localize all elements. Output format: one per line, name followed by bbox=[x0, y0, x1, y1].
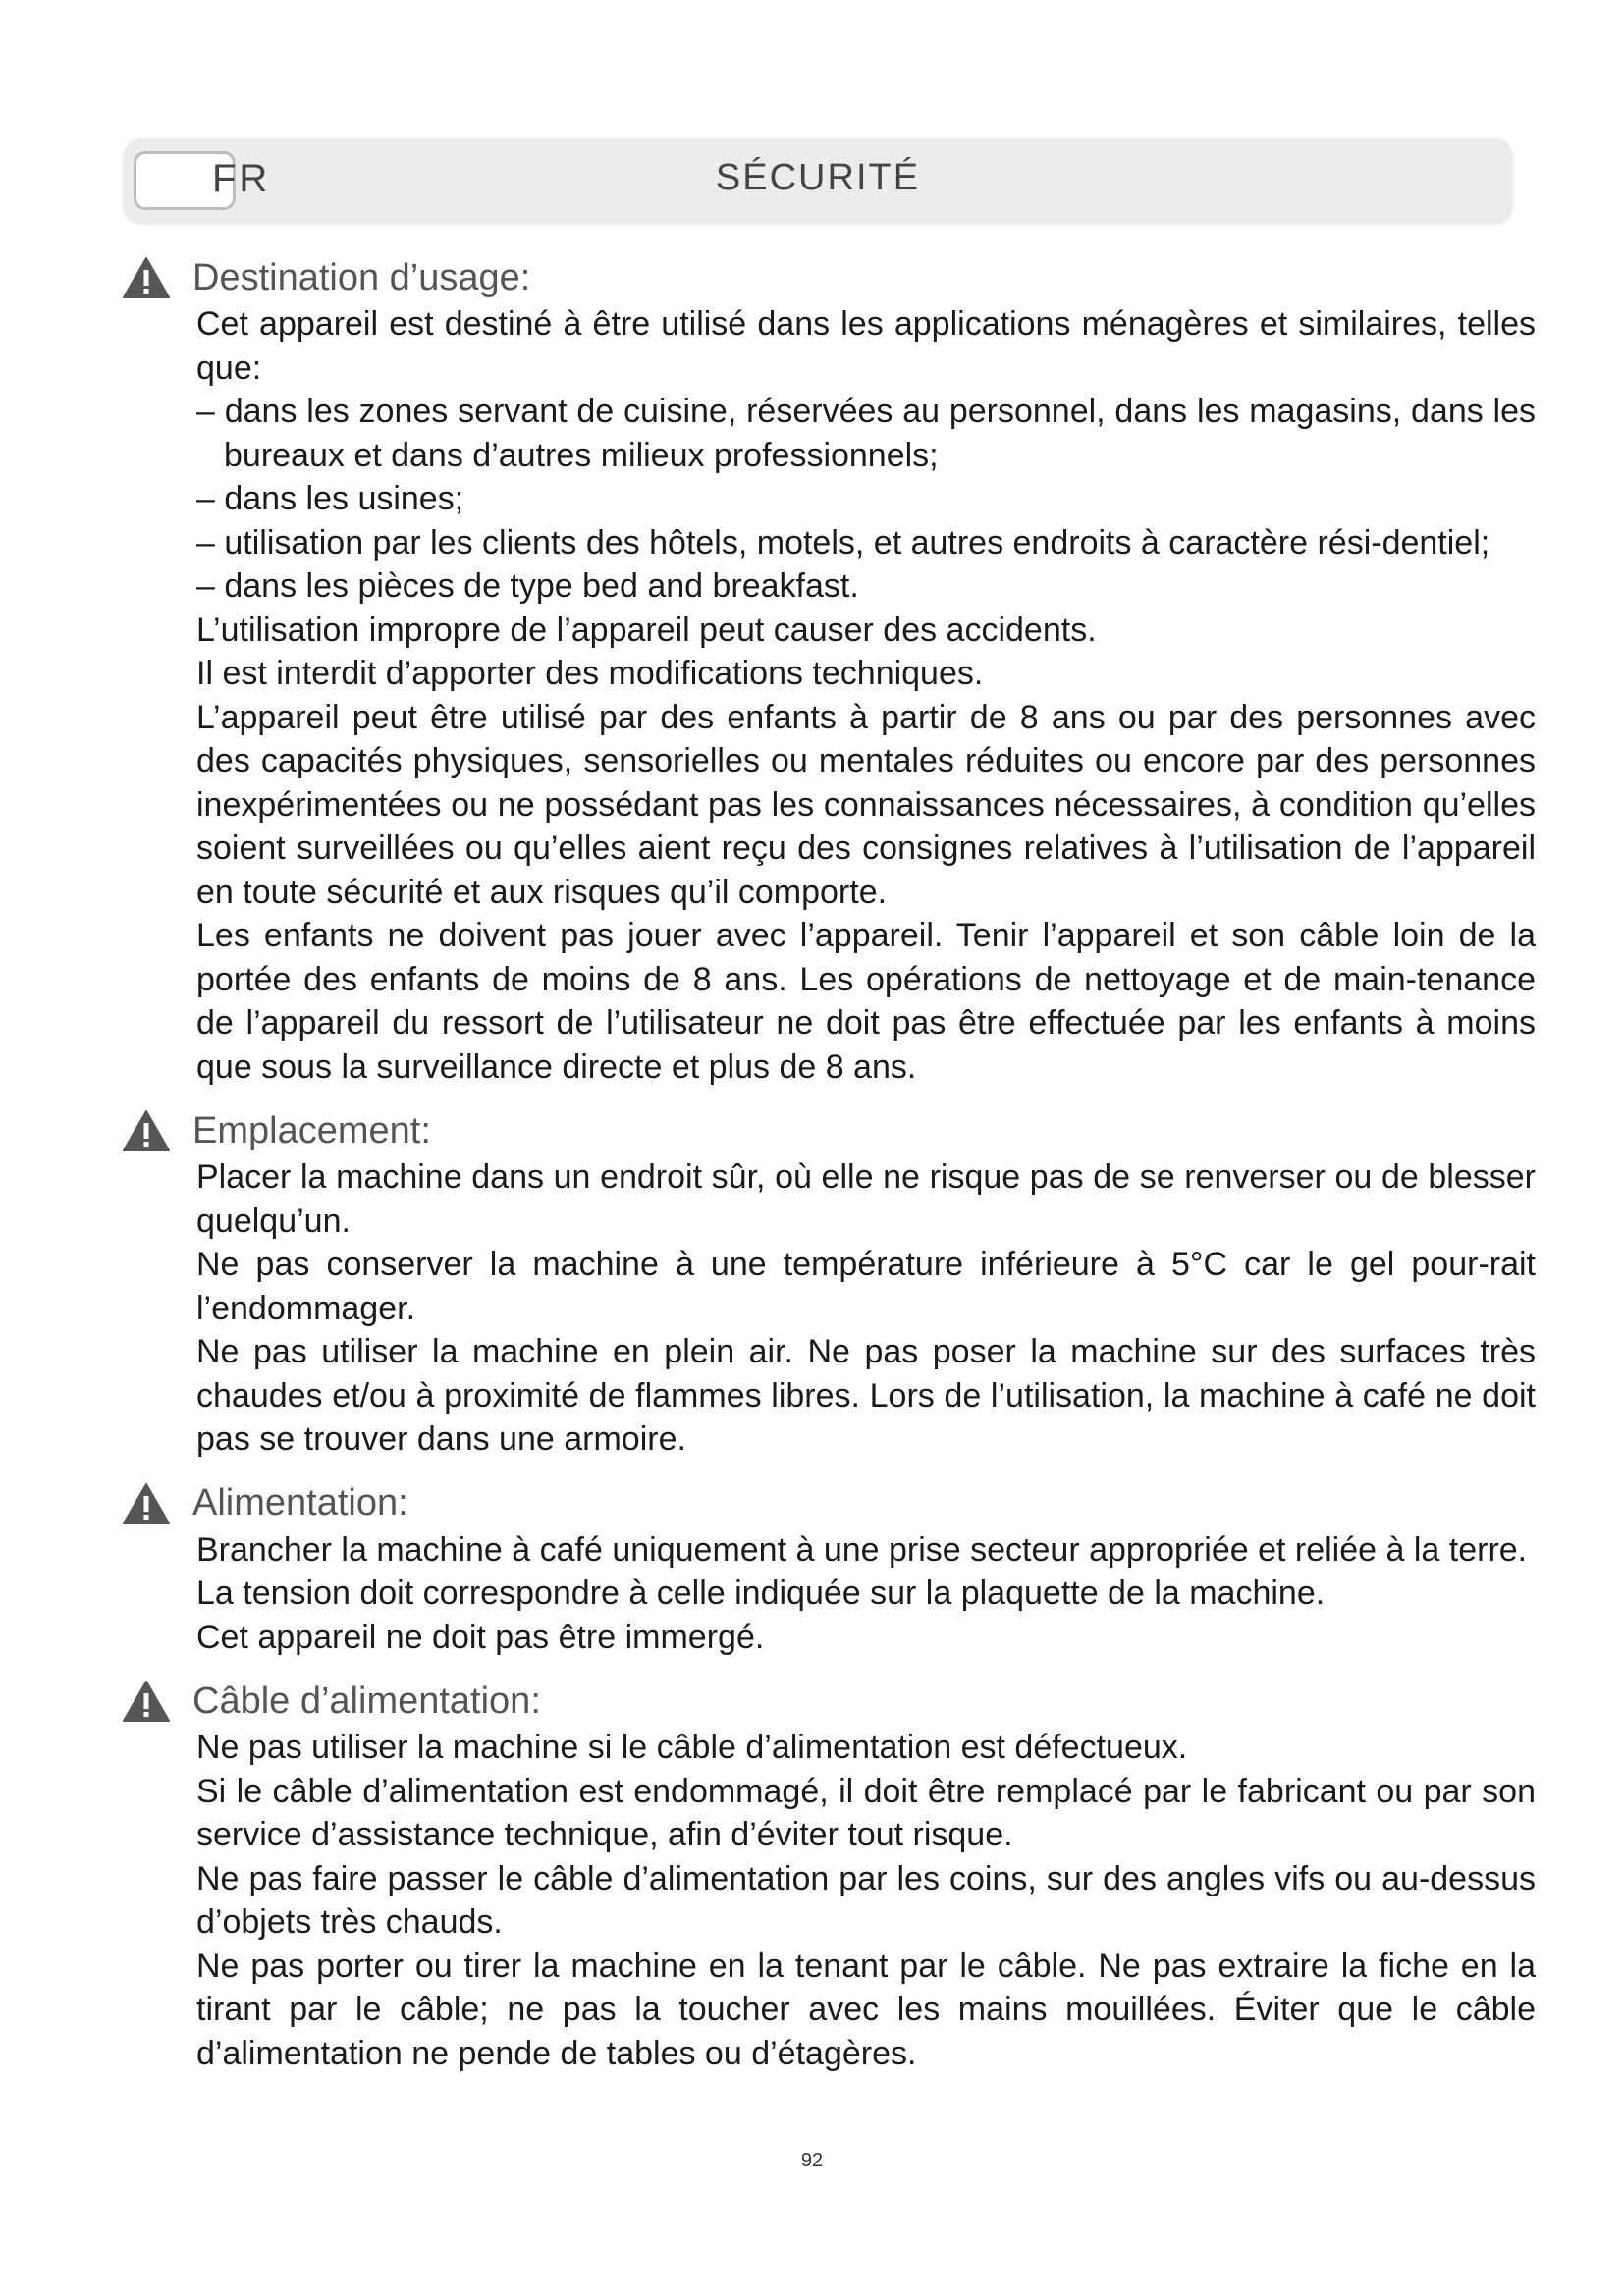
warning-icon bbox=[122, 1680, 171, 1723]
section-power-supply bbox=[122, 1479, 1536, 1660]
paragraph: Les enfants ne doivent pas jouer avec l’appareil. Tenir l’appareil et son câble loin de la portée des enfants de moins de 8 ans. Les opérations de nettoyage et de main-tenance de l’appareil du ressort de l’utilisateur ne doit pas être effectuée par les enfants à moins que sous la surveillance directe et plus de 8 ans. bbox=[196, 917, 1536, 1086]
paragraph: Si le câble d’alimentation est endommagé, il doit être remplacé par le fabricant ou par son service d’assistance technique, afin d’éviter tout risque. bbox=[196, 1772, 1536, 1853]
paragraph: Ne pas utiliser la machine en plein air. Ne pas poser la machine sur des surfaces très chaudes et/ou à proximité de flammes libres. Lors de l’utilisation, la machine à café ne doit pas se trouver dans une armoire. bbox=[196, 1333, 1536, 1458]
section-intended-use bbox=[122, 253, 1536, 1089]
paragraph: Cet appareil est destiné à être utilisé dans les applications ménagères et similaires, telles que: bbox=[196, 305, 1536, 387]
paragraph: Ne pas faire passer le câble d’alimentation par les coins, sur des angles vifs ou au-dessus d’objets très chauds. bbox=[196, 1859, 1536, 1941]
paragraph: Ne pas porter ou tirer la machine en la tenant par le câble. Ne pas extraire la fiche en la tirant par le câble; ne pas la toucher avec les mains mouillées. Éviter que le câble d’alimentation ne pende de tables ou d’étagères. bbox=[196, 1947, 1536, 2072]
paragraph: L’appareil peut être utilisé par des enfants à partir de 8 ans ou par des personnes avec des capacités physiques, sensorielles ou mentales réduites ou encore par des personnes inexpérimentées ou ne possédant pas les connaissances nécessaires, à condition qu’elles soient surveillées ou qu’elles aient reçu des consignes relatives à l’utilisation de l’appareil en toute sécurité et aux risques qu’il comporte. bbox=[196, 698, 1536, 911]
paragraph: Ne pas utiliser la machine si le câble d’alimentation est défectueux. bbox=[196, 1729, 1188, 1766]
language-code: FR bbox=[212, 157, 271, 200]
section-heading: Destination d’usage: bbox=[192, 256, 531, 298]
paragraph: Ne pas conserver la machine à une température inférieure à 5°C car le gel pour-rait l’endommager. bbox=[196, 1246, 1536, 1327]
section-heading: Alimentation: bbox=[192, 1482, 408, 1523]
warning-icon bbox=[122, 1109, 171, 1152]
paragraph: Brancher la machine à café uniquement à une prise secteur appropriée et reliée à la terre. bbox=[196, 1530, 1528, 1569]
section-placement bbox=[122, 1106, 1536, 1462]
warning-icon bbox=[122, 256, 171, 299]
section-heading: Câble d’alimentation: bbox=[192, 1680, 541, 1722]
paragraph: La tension doit correspondre à celle indiquée sur la plaquette de la machine. bbox=[196, 1575, 1326, 1612]
paragraph: L’utilisation impropre de l’appareil peut causer des accidents. bbox=[196, 611, 1097, 649]
list-item: – utilisation par les clients des hôtels, motels, et autres endroits à caractère rési-dentiel; bbox=[196, 523, 1490, 561]
paragraph: Placer la machine dans un endroit sûr, où elle ne risque pas de se renverser ou de blesser quelqu’un. bbox=[196, 1158, 1536, 1240]
list-item: – dans les pièces de type bed and breakfast. bbox=[196, 567, 859, 605]
paragraph: Il est interdit d’apporter des modifications techniques. bbox=[196, 655, 984, 692]
header-bar bbox=[124, 139, 1512, 224]
warning-icon bbox=[122, 1482, 171, 1525]
section-power-cable bbox=[122, 1677, 1536, 2075]
page-title: SÉCURITÉ bbox=[715, 157, 921, 198]
page-number: 92 bbox=[800, 2150, 824, 2171]
safety-content bbox=[122, 253, 1536, 2093]
section-heading: Emplacement: bbox=[192, 1109, 431, 1151]
list-item: – dans les usines; bbox=[196, 480, 464, 517]
list-item: – dans les zones servant de cuisine, réservées au personnel, dans les magasins, dans les bureaux et dans d’autres milieux professionnels; bbox=[196, 393, 1536, 474]
paragraph: Cet appareil ne doit pas être immergé. bbox=[196, 1618, 765, 1656]
